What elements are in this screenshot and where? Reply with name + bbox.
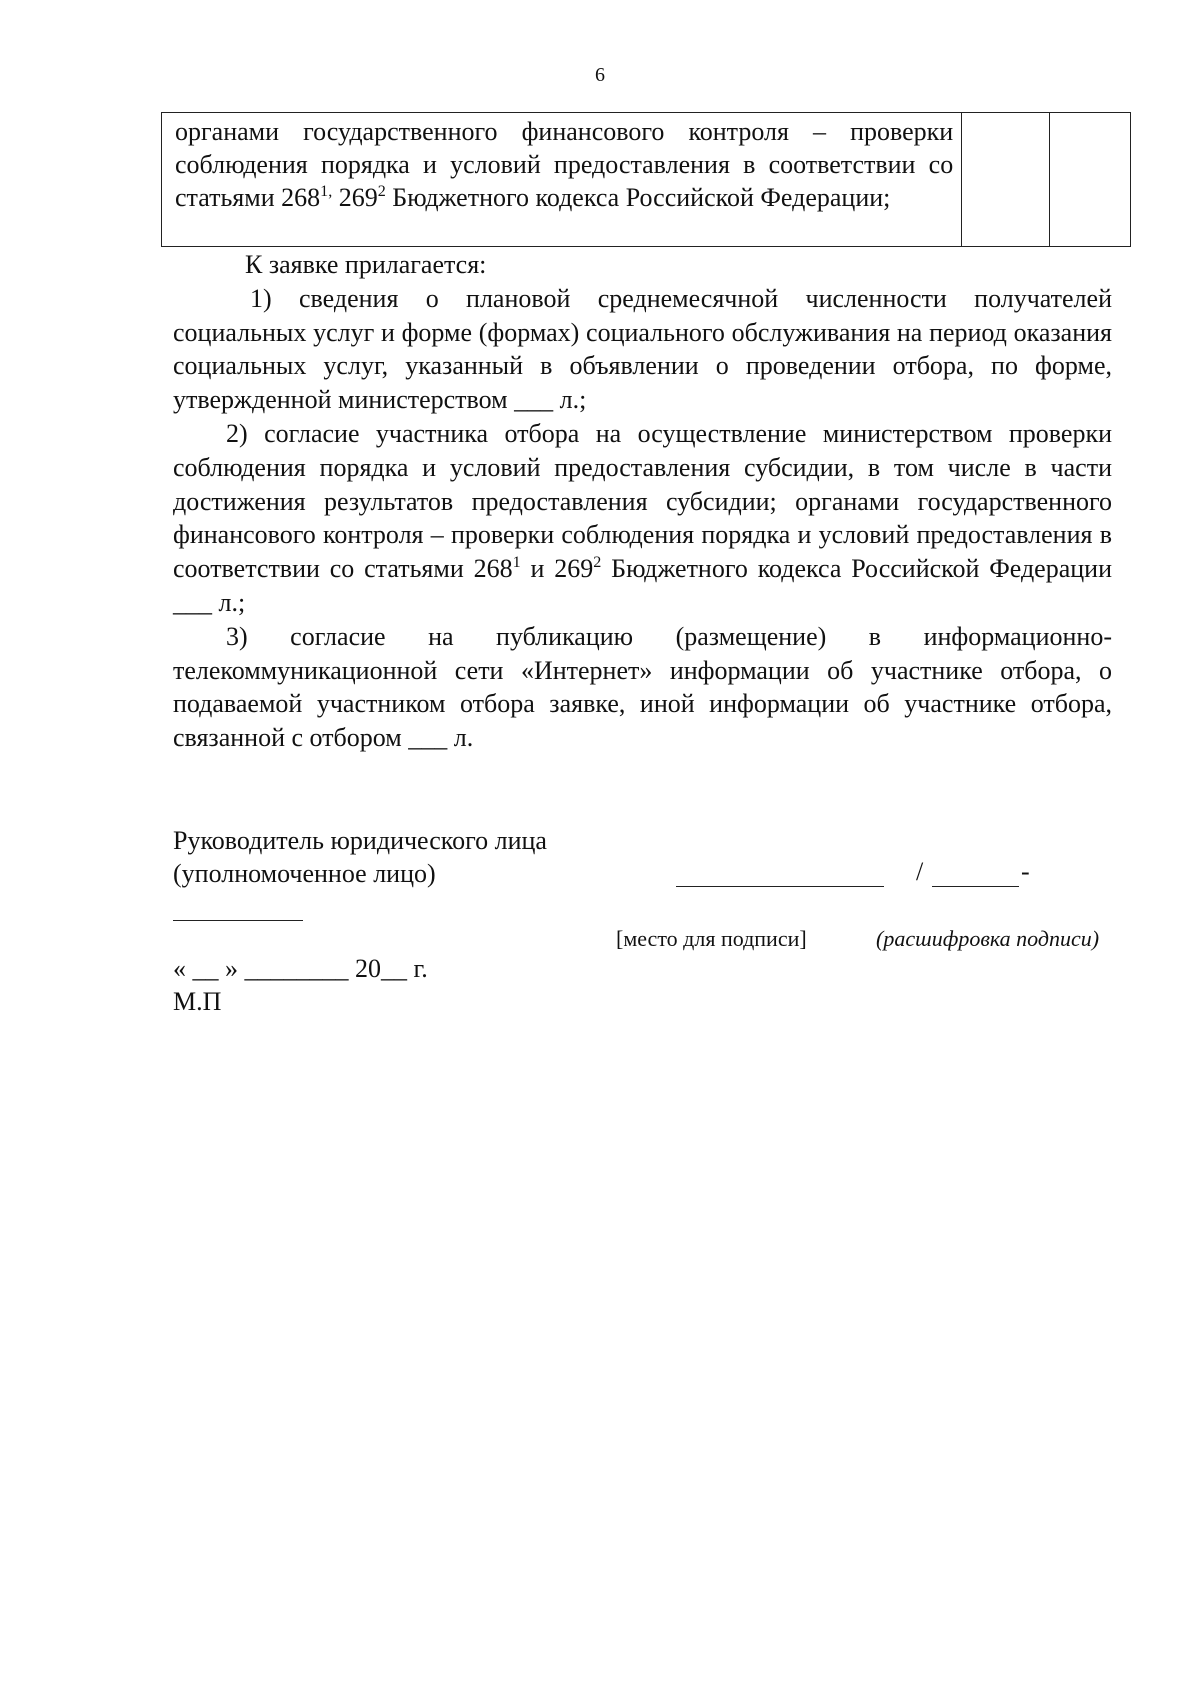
- attachment-item-2: [173, 417, 1112, 620]
- superscript: 1: [512, 554, 521, 572]
- table-cell-blank: [1050, 113, 1131, 247]
- attachment-item-1: 1) сведения о плановой среднемесячной численности получателей социальных услуг и форме (формах) социального обслуживания на период оказания социальных услуг, указанный в объявлении о проведении отбора, по форме, утвержденной министерством ___ л.;: [173, 283, 1112, 415]
- table-cell-blank: [962, 113, 1050, 247]
- signature-caption: [место для подписи]: [616, 926, 807, 951]
- table-text-part: Бюджетного кодекса Российской Федерации;: [385, 183, 891, 212]
- signatory-title: Руководитель юридического лица: [173, 826, 547, 855]
- signature-dash: -: [1021, 857, 1030, 886]
- signatory-subtitle: (уполномоченное лицо): [173, 859, 436, 888]
- date-line: « __ » ________ 20__ г.: [173, 954, 428, 983]
- page-number: 6: [595, 64, 605, 86]
- table-cell-text: [162, 113, 962, 247]
- form-table: [161, 112, 1131, 247]
- decode-caption: (расшифровка подписи): [876, 926, 1100, 951]
- stamp-label: М.П: [173, 987, 222, 1016]
- signature-line: [676, 886, 884, 887]
- attachment-item-3: 3) согласие на публикацию (размещение) в информационно-телекоммуникационной сети «Интернет» информации об участнике отбора, о подаваемой участником отбора заявке, иной информации об участнике отбора, связанной с отбором ___ л.: [173, 621, 1112, 753]
- attachments-intro: К заявке прилагается:: [245, 250, 487, 279]
- attachments-block: [173, 248, 1112, 755]
- item-text-part: и 269: [520, 554, 594, 584]
- short-underline: [173, 920, 303, 921]
- table-row: [162, 113, 1131, 247]
- item-text-part: Бюджетного кодекса Российской Федерации ___ л.;: [173, 554, 1112, 617]
- item-text-part: 2) согласие участника отбора на осуществление министерством проверки соблюдения порядка и условий предоставления субсидии, в том числе в части достижения результатов предоставления субсидии; органами государственного финансового контроля – проверки соблюдения порядка и условий предоставления в соответствии со статьями 268: [173, 418, 1112, 584]
- table-text-part: органами государственного финансового контроля – проверки соблюдения порядка и условий предоставления в соответствии со статьями 268: [175, 117, 954, 212]
- superscript: 1,: [320, 183, 333, 201]
- table-text-part: 269: [332, 183, 378, 212]
- superscript: 2: [377, 183, 386, 201]
- decode-line: [932, 886, 1019, 887]
- superscript: 2: [593, 554, 602, 572]
- signature-slash: /: [916, 857, 924, 886]
